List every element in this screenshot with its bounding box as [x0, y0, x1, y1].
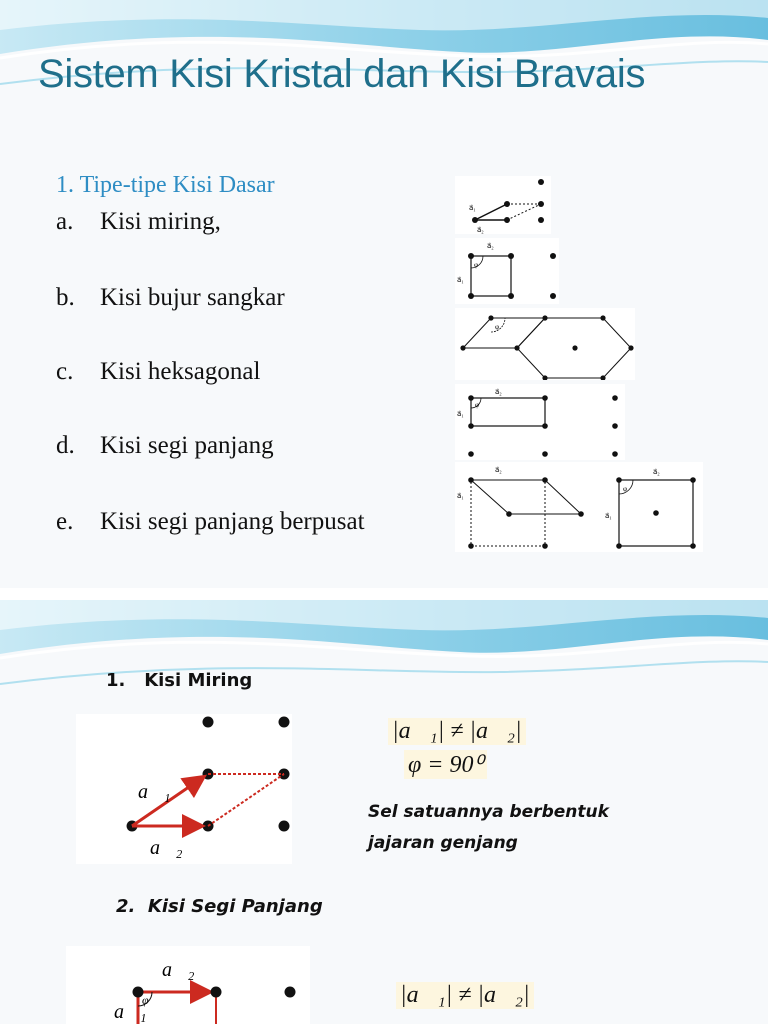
- vector-a2-label: a⃗₂: [150, 837, 183, 859]
- vector-a2-label: a⃗₂: [477, 226, 484, 234]
- vector-a2-label: a⃗₂: [495, 466, 502, 474]
- unit-cell-description-line2: jajaran genjang: [368, 833, 518, 853]
- list-item: [56, 208, 221, 236]
- unit-cell-description-line1: Sel satuannya berbentuk: [368, 802, 609, 822]
- slide-title: Sistem Kisi Kristal dan Kisi Bravais: [38, 52, 646, 96]
- vector-a1-label: a⃗₁: [469, 204, 476, 212]
- list-item: [56, 508, 365, 536]
- list-label: Kisi bujur sangkar: [100, 284, 285, 311]
- list-item: [56, 358, 260, 386]
- vector-a1-label: a⃗₁: [457, 410, 464, 418]
- phi-label: φ: [495, 323, 500, 331]
- list-item: [56, 432, 274, 460]
- vector-a1-label: a⃗₁: [114, 1001, 147, 1023]
- section-subheading: 1. Tipe-tipe Kisi Dasar: [56, 172, 275, 198]
- slide-2: [0, 600, 768, 1024]
- list-label: Kisi segi panjang berpusat: [100, 508, 365, 535]
- slide-separator: [0, 588, 768, 600]
- vector-a1-label: a⃗₁: [605, 512, 612, 520]
- phi-label: φ: [475, 401, 480, 409]
- section-number: 1.: [106, 670, 126, 691]
- phi-label: φ: [142, 993, 149, 1007]
- vector-a2-label: a⃗₂: [162, 959, 195, 981]
- section-title: Kisi Segi Panjang: [147, 896, 323, 917]
- list-label: Kisi miring,: [100, 208, 221, 235]
- phi-label: φ: [474, 261, 479, 269]
- magnitude-equation: |a⃗₁| ≠ |a⃗₂|: [388, 718, 526, 745]
- list-letter: e.: [56, 508, 74, 535]
- list-letter: a.: [56, 208, 74, 235]
- oblique-lattice-diagram: [455, 176, 551, 234]
- section-heading-oblique: [106, 670, 252, 691]
- vector-a1-label: a⃗₁: [457, 276, 464, 284]
- list-label: Kisi heksagonal: [100, 358, 261, 385]
- vector-a2-label: a⃗₂: [487, 242, 494, 250]
- oblique-lattice-figure: [76, 714, 292, 864]
- vector-a1-label: a⃗₁: [138, 781, 171, 803]
- section-heading-rectangular: [116, 896, 323, 917]
- list-letter: c.: [56, 358, 74, 385]
- vector-a2-label: a⃗₂: [495, 388, 502, 396]
- list-item: [56, 284, 285, 312]
- section-title: Kisi Miring: [144, 670, 253, 691]
- vector-a1-label: a⃗₁: [457, 492, 464, 500]
- hexagonal-lattice-diagram: [455, 308, 635, 380]
- section-number: 2.: [116, 896, 136, 917]
- rectangular-lattice-diagram: [455, 384, 625, 460]
- vector-a2-label: a⃗₂: [653, 468, 660, 476]
- list-letter: b.: [56, 284, 75, 311]
- list-label: Kisi segi panjang: [100, 432, 274, 459]
- phi-label: φ: [623, 485, 628, 493]
- square-lattice-diagram: [455, 238, 559, 304]
- rectangular-lattice-figure: [66, 946, 310, 1024]
- angle-equation: φ = 90⁰: [404, 750, 487, 779]
- centered-rectangular-lattice-diagram: [455, 462, 703, 552]
- list-letter: d.: [56, 432, 75, 459]
- magnitude-equation-2: |a⃗₁| ≠ |a⃗₂|: [396, 982, 534, 1009]
